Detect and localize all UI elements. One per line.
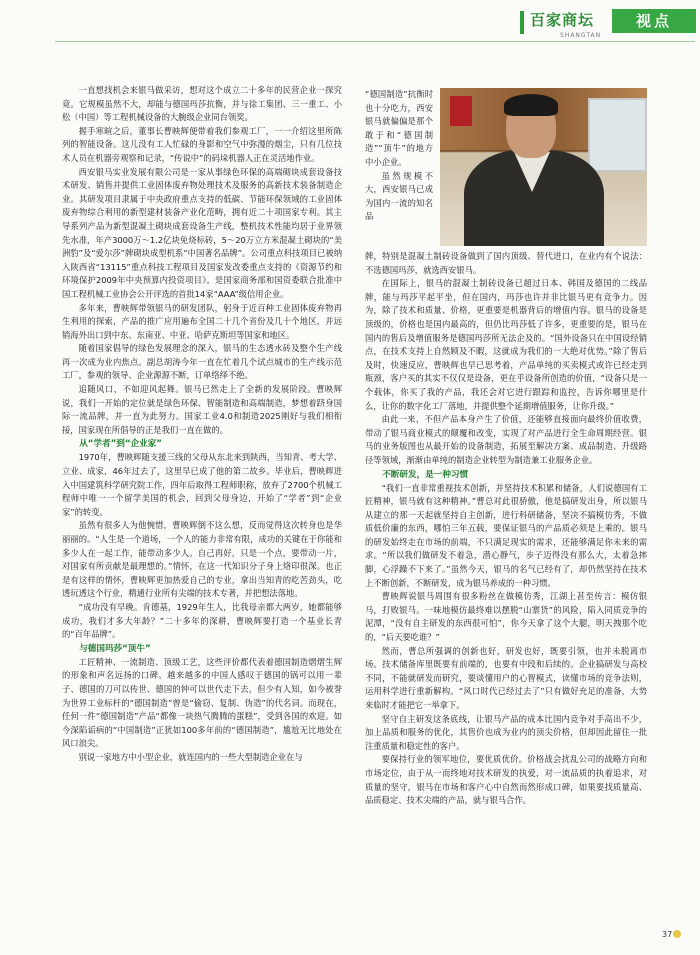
paragraph: “成功没有早晚。肯德基，1929年生人，比我母亲都大两岁，她都能够成功，我们才多大年龄？”二十多年的深耕，曹映辉要打造一个基业长青的“百年品牌”。	[62, 601, 342, 640]
paragraph: 牌，特别是混凝土制砖设备做到了国内顶级、替代进口，在业内有个说法：不选德国玛莎，就选西安银马。	[365, 251, 647, 275]
portrait-photo	[440, 88, 647, 246]
paragraph: 一直想找机会来银马做采访，想对这个成立二十多年的民营企业一探究竟。它规模虽然不大，却能与德国玛莎抗衡，并与徐工集团、三一重工、小松（中国）等工程机械设备的大腕级企业同台领奖。	[62, 85, 342, 123]
paragraph: 由此一来，不但产品本身产生了价值，还能够直接面向最终价值收费，带动了银马商业模式的颠覆和改变，实现了对产品进行全生命周期经营。银马的业务版图也从最开始的设备制造，拓展至解决方案、成品制造、升级路径等领域，渐渐由单纯的制造企业转型为制造兼工业服务企业。	[365, 414, 647, 465]
section-marker-bar	[520, 11, 524, 34]
paragraph: 别说一家地方中小型企业，就连国内的一些大型制造企业在与	[78, 751, 303, 762]
page-number-text: 37	[662, 930, 673, 939]
photo-side-text	[365, 88, 433, 224]
side-paragraph: “德国制造”抗衡时也十分吃力，西安银马就偏偏是那个敢于和“德国制造”“顶牛”的地方中小企业。	[365, 89, 433, 167]
page-number-dot-icon	[673, 930, 681, 938]
paragraph: 工匠精神、一流制造、顶级工艺，这些评价都代表着德国制造熠熠生辉的形象和声名远扬的口碑。越来越多的中国人感叹于德国的锅可以用一辈子、德国的刀可以传世、德国的钟可以世代走下去，但少有人知，如今被誉为世界工业标杆的“德国制造”曾是“偷窃、复制、伪造”的代名词。而现在，任何一件“德国制造”产品“都像一块热气腾腾的蛋糕”，受到各国的欢迎。如今深陷诟病的“中国制造”正犹如100多年前的“德国制造”，尴尬无比地处在风口浪尖。	[62, 656, 342, 749]
section-subtitle: SHANGTAN	[560, 32, 602, 39]
section-heading: 不断研发，是一种习惯	[382, 469, 469, 480]
left-column	[62, 84, 342, 765]
page-number	[662, 930, 681, 939]
photo-wall-board	[588, 98, 647, 172]
paragraph: 要保持行业的领军地位，要优质优价。价格战会扰乱公司的战略方向和市场定位，由于从一而终地对技术研发的执爱，对一流品质的执着追求，对质量的坚守，银马在市场和客户心中自然而然形成口碑，如果要找质量高、品质稳定、技术尖端的产品，就与银马合作。	[365, 754, 647, 806]
header-rule	[55, 41, 695, 42]
paragraph: 虽然有很多人为他惋惜，曹映辉倒不这么想，反而觉得这次转身也是华丽丽的。“人生是一个道场，一个人的能力非常有限，成功的关键在于你能和多少人在一起工作，能带动多少人。自己再好，只是一个点，要带动一片，对国家有所贡献是最理想的。”情怀，在这一代知识分子身上烙印很深。也正是有这样的情怀，曹映辉更加热爱自己的专业，拿出当知青的吃苦劲头，吃透玩透这个行业，精通行业所有尖端的技术专著，并把想法落地。	[62, 520, 342, 599]
paragraph: 1970年，曹映辉随支援三线的父母从东北来到陕西，当知青、考大学、立业、成家，46年过去了，这里早已成了他的第二故乡。毕业后，曹映辉进入中国建筑科学研究院工作，四年后取得工程师职称，放弃了2700个机械工程师中唯一一个留学美国的机会，回到父母身边，开始了“学者”到“企业家”的转变。	[62, 452, 342, 517]
section-heading: 从“学者”到“企业家”	[79, 439, 162, 450]
paragraph: 然而，曹总所强调的创新也好，研发也好，既要引领，也并未脱离市场。技术储备库里既要有前端的，也要有中段和后续的。企业搞研发与高校不同，不能就研发而研究，要谈懂用户的心智模式，读懂市场的竞争法则，运用科学进行重新解构。“风口时代已经过去了”只有做好充足的准备，大势来临时才能把它一举拿下。	[365, 645, 647, 710]
paragraph: 曹映辉说银马周围有很多粉丝在做模仿秀，江湖上甚至传言：模仿银马，打败银马。一味地模仿最终难以摆脱“山寨货”的风险，陷入同质竞争的泥潭，“没有自主研发的东西很可怕”，你今天拿了这个大腿，明天拽那个吃的，“后天要吃谁？”	[365, 591, 647, 643]
paragraph: 坚守自主研发这条底线，让银马产品的成本比国内竞争对手高出不少，加上品质和服务的优化，其售价也成为业内的顶尖价格，但却因此留住一批注重质量和稳定性的客户。	[365, 713, 647, 751]
section-heading: 与德国玛莎“顶牛”	[79, 643, 151, 654]
right-column	[365, 250, 647, 808]
column-tag: 视点	[612, 9, 696, 33]
photo-red-sign	[450, 96, 472, 126]
page-header	[0, 8, 700, 44]
paragraph: 多年来，曹映辉带领银马的研发团队，躬身于近百种工业固体废弃物再生利用的探索，产品的推广应用遍布全国二十几个省份及几十个地区，并远销海外出口到中东、东南亚、中亚、哈萨克斯坦等国家和地区。	[62, 302, 342, 340]
paragraph: 西安银马实业发展有限公司是一家从事绿色环保的高端砌块成套设备技术研发、销售并提供工业固体废弃物处理技术及服务的高新技术装备制造企业。其研发项目隶属于中央政府重点支持的低碳、节能环保领域的工业固体废弃物综合利用的新型建材装备产业化范畴，拥有近二十项国家专利。其主导系列产品为新型混凝土砌块成套设备生产线，整机技术性能均居于业界领先水准，年产3000万～1.2亿块免烧标砖，5～20万立方米混凝土砌块的“美洲豹”及“爱尔莎”牌砌块成型机系“中国著名品牌”。公司重点科技项目已被纳入陕西省“13115”重点科技工程项目及国家发改委重点支持的《资源节约和环境保护2009年中央预算内投资项目》。是国家商务部和国资委联合批准中国工程机械工业协会公开评选的首批14家“AAA”级信用企业。	[62, 166, 342, 299]
paragraph: 在国际上，银马的混凝土制砖设备已超过日本、韩国及德国的二线品牌，能与玛莎平起平坐，但在国内，玛莎也许并非比银马更有竞争力。因为，除了技术和质量、价格，更重要是机器背后的增值内容。银马的设备是顶级的，价格也是国内最高的，但仍比玛莎低了许多，更重要的是，银马在国内的售后及增值服务是德国玛莎所无法企及的。“国外设备只在中国设经销点，在技术支持上自然顾及不暇，这就成为我们的一大绝对优势。”除了售后及时，快速反应，曹映辉也早已思考着，产品单纯的买卖模式或许已经走到瓶颈，客户买的其实不仅仅是设备，更在乎设备所创造的价值，“设备只是一个载体，你买了我的产品，我还会对它进行跟踪和监控，告诉你哪里是什么，让你的数字化工厂落地，并提供整个延期增值服务，让你升级。”	[365, 278, 647, 411]
photo-person-hair	[504, 94, 558, 116]
paragraph: 握手寒暄之后，董事长曹映辉便带着我们参观工厂，一一介绍这里所陈列的智能设备。这儿没有工人忙碌的身影和空气中弥漫的烟尘，只有几位技术人员在机器旁观察和记录，“传说中”的码垛机器人正在灵活地作业。	[62, 125, 342, 163]
paragraph: 追随风口，不如迎风起舞。银马已然走上了全新的发展阶段。曹映辉说，我们一开始的定位就是绿色环保、智能制造和高端制造，梦想着跻身国际一流品牌，并一直为此努力。国家工业4.0和制造2025刚好与我们相衔接，国家现在所倡导的正是我们一直在做的。	[62, 384, 342, 435]
side-paragraph: 虽然规模不大，西安银马已成为国内一流的知名品	[365, 170, 433, 222]
section-title: 百家商坛	[530, 11, 595, 29]
paragraph: 随着国家倡导的绿色发展理念的深入，银马的生态透水砖及整个生产线再一次成为业内焦点。副总胡涛今年一直在忙着几个试点城市的生产线示范工厂，参观的领导、企业源源不断，订单络绎不绝。	[62, 343, 342, 381]
paragraph: “我们一直非常重视技术创新，并坚持技术积累和储备，人们说德国有工匠精神，银马就有这种精神。”曹总对此很骄傲，他是搞研发出身，所以银马从建立的那一天起就坚持自主创新，进行科研储备，坚决不搞模仿秀，不做质低价廉的东西，哪怕三年五载，要保证银马的产品质必须是上乘的。银马的研发始终走在市场的前端，不只满足现实的需求，还能够满足你未来的需求。“所以我们做研发不着急，潜心静气，步子迈得没有那么大，太着急摔脚，心浮躁不下来了。”虽然今天，银马的名气已经有了，却仍然坚持在技术上不断创新，不断研发，成为银马养成的一种习惯。	[365, 482, 647, 588]
